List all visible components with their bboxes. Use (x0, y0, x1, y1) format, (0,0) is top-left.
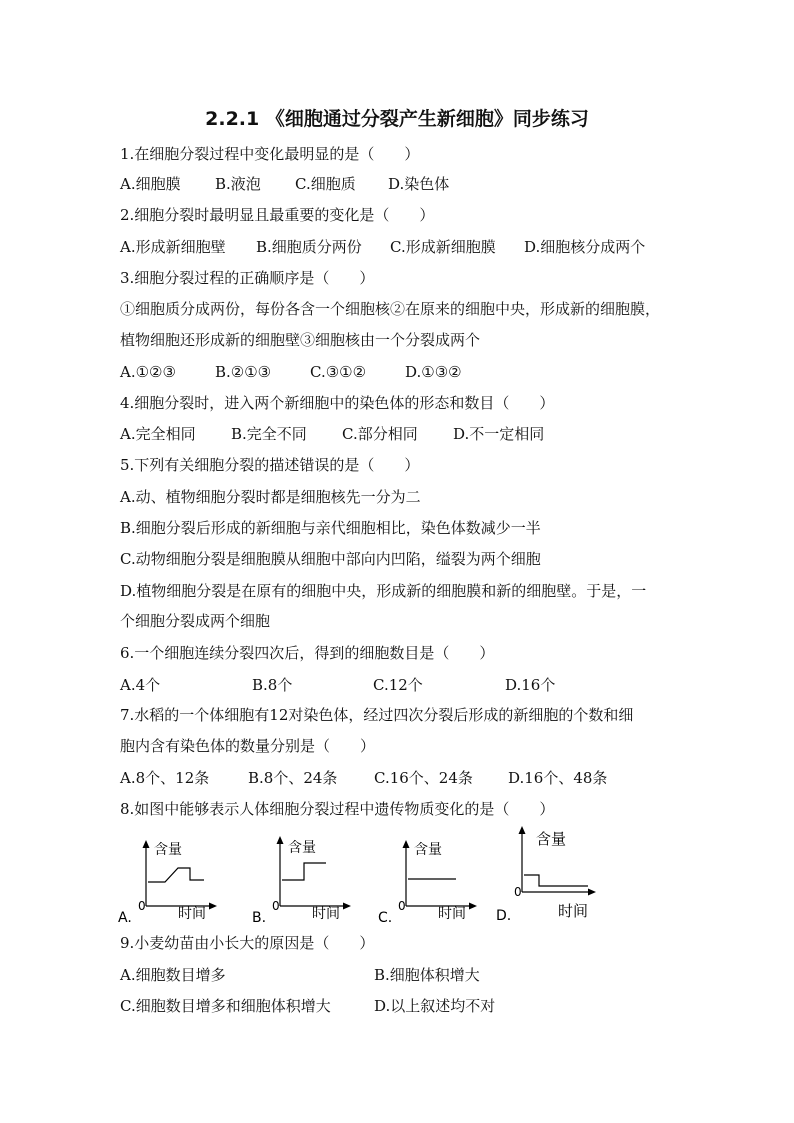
q6-option-b: B.8个 (252, 676, 293, 694)
page-title: 2.2.1 《细胞通过分裂产生新细胞》同步练习 (205, 108, 589, 130)
q8-graph-c-x-label: 时间 (438, 906, 466, 922)
q8-graph-a-origin: 0 (138, 899, 146, 913)
q3-option-d: D.①③② (405, 363, 462, 381)
q1-option-c: C.细胞质 (295, 175, 356, 193)
q5-option-d-line1: D.植物细胞分裂是在原有的细胞中央，形成新的细胞膜和新的细胞壁。于是，一 (120, 582, 647, 600)
q3-option-c: C.③①② (310, 363, 367, 381)
q3-stem: 3.细胞分裂过程的正确顺序是（ ） (120, 269, 375, 287)
q6-option-c: C.12个 (373, 676, 423, 694)
q8-graph-d-label: D. (496, 908, 512, 924)
q9-option-c: C.细胞数目增多和细胞体积增大 (120, 997, 331, 1015)
q8-stem: 8.如图中能够表示人体细胞分裂过程中遗传物质变化的是（ ） (120, 800, 555, 818)
q9-option-a: A.细胞数目增多 (120, 966, 226, 984)
q8-graph-b-y-label: 含量 (288, 840, 316, 856)
q1-option-b: B.液泡 (215, 175, 261, 193)
q8-graph-c (378, 826, 478, 928)
q8-graph-b-x-label: 时间 (312, 906, 340, 922)
q8-graph-a-label: A. (118, 910, 132, 924)
q9-stem: 9.小麦幼苗由小长大的原因是（ ） (120, 934, 375, 952)
q3-option-a: A.①②③ (120, 363, 176, 381)
q1-option-d: D.染色体 (388, 175, 450, 193)
q8-graph-b (252, 826, 352, 928)
q6-stem: 6.一个细胞连续分裂四次后，得到的细胞数目是（ ） (120, 644, 495, 662)
q4-option-a: A.完全相同 (120, 425, 196, 443)
q8-graph-d-x-label: 时间 (558, 902, 589, 920)
q8-graph-b-origin: 0 (272, 899, 280, 913)
q2-stem: 2.细胞分裂时最明显且最重要的变化是（ ） (120, 206, 435, 224)
q4-option-d: D.不一定相同 (453, 425, 545, 443)
q7-option-c: C.16个、24条 (374, 769, 473, 787)
q8-graph-c-origin: 0 (398, 899, 406, 913)
q2-option-d: D.细胞核分成两个 (524, 238, 646, 256)
q8-graph-c-y-label: 含量 (414, 842, 442, 858)
q4-option-b: B.完全不同 (231, 425, 307, 443)
q3-option-b: B.②①③ (215, 363, 272, 381)
q2-option-b: B.细胞质分两份 (256, 238, 362, 256)
q6-option-d: D.16个 (505, 676, 556, 694)
q7-stem-line2: 胞内含有染色体的数量分别是（ ） (120, 737, 376, 755)
q8-graph-a (118, 826, 218, 928)
q2-option-c: C.形成新细胞膜 (390, 238, 496, 256)
q9-option-d: D.以上叙述均不对 (374, 997, 496, 1015)
q5-stem: 5.下列有关细胞分裂的描述错误的是（ ） (120, 456, 420, 474)
q6-option-a: A.4个 (120, 676, 161, 694)
q8-graph-b-label: B. (252, 910, 267, 924)
q4-stem: 4.细胞分裂时，进入两个新细胞中的染色体的形态和数目（ ） (120, 394, 555, 412)
q1-option-a: A.细胞膜 (120, 175, 181, 193)
q5-option-b: B.细胞分裂后形成的新细胞与亲代细胞相比，染色体数减少一半 (120, 519, 541, 537)
q9-option-b: B.细胞体积增大 (374, 966, 480, 984)
q3-description-line2: 植物细胞还形成新的细胞壁③细胞核由一个分裂成两个 (120, 331, 481, 349)
q8-graph-c-label: C. (378, 910, 393, 924)
q2-option-a: A.形成新细胞壁 (120, 238, 226, 256)
q5-option-d-line2: 个细胞分裂成两个细胞 (120, 612, 271, 630)
q3-description-line1: ①细胞质分成两份，每份各含一个细胞核②在原来的细胞中央，形成新的细胞膜， (120, 300, 661, 318)
q5-option-a: A.动、植物细胞分裂时都是细胞核先一分为二 (120, 488, 421, 506)
q7-option-d: D.16个、48条 (508, 769, 608, 787)
q8-graph-d-origin: 0 (514, 885, 522, 899)
q8-graph-d (496, 822, 600, 928)
q7-stem-line1: 7.水稻的一个体细胞有12对染色体，经过四次分裂后形成的新细胞的个数和细 (120, 706, 634, 724)
q8-graph-a-y-label: 含量 (154, 842, 182, 858)
q5-option-c: C.动物细胞分裂是细胞膜从细胞中部向内凹陷，缢裂为两个细胞 (120, 550, 541, 568)
q1-stem: 1.在细胞分裂过程中变化最明显的是（ ） (120, 145, 420, 163)
q8-graph-a-x-label: 时间 (178, 906, 206, 922)
q7-option-b: B.8个、24条 (248, 769, 338, 787)
q4-option-c: C.部分相同 (342, 425, 418, 443)
q7-option-a: A.8个、12条 (120, 769, 210, 787)
q8-graph-d-y-label: 含量 (536, 830, 567, 848)
